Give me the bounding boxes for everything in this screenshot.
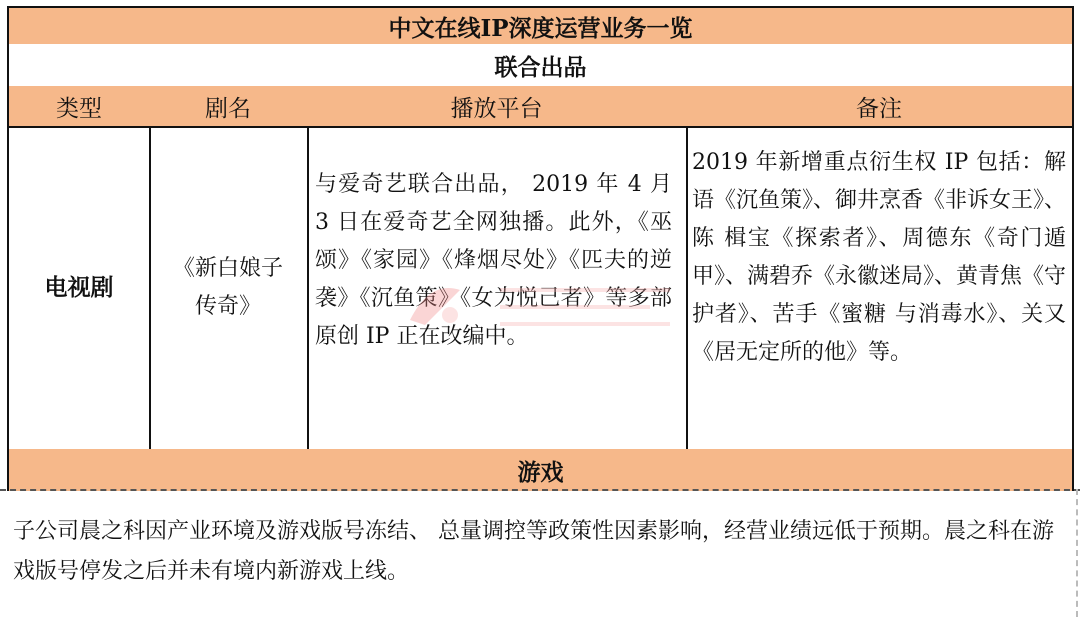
column-header-type: 类型 xyxy=(7,86,151,128)
cell-note: 2019 年新增重点衍生权 IP 包括：解语《沉鱼策》、御井烹香《非诉女王》、陈 楫宝《探索者》、周德东《奇门遁甲》、满碧乔《永徽迷局》、黄青焦《守护者》、苦手《蜜糖 与消毒水》、关又《居无定所的他》等。 xyxy=(686,126,1074,451)
section-title-game: 游戏 xyxy=(7,449,1074,491)
section-title-joint-production: 联合出品 xyxy=(7,44,1074,88)
game-description: 子公司晨之科因产业环境及游戏版号冻结、 总量调控等政策性因素影响，经营业绩远低于预期。晨之科在游戏版号停发之后并未有境内新游戏上线。 xyxy=(13,519,1054,584)
dashed-divider xyxy=(0,489,1080,491)
logo-watermark-icon xyxy=(390,270,690,340)
cell-type: 电视剧 xyxy=(7,126,151,451)
column-header-platform: 播放平台 xyxy=(307,86,688,128)
cell-name: 《新白娘子传奇》 xyxy=(149,126,309,451)
column-header-note: 备注 xyxy=(686,86,1074,128)
table-title: 中文在线IP深度运营业务一览 xyxy=(7,6,1074,46)
cell-platform: 与爱奇艺联合出品， 2019 年 4 月 3 日在爱奇艺全网独播。此外，《巫颂》《家园》《烽烟尽处》《匹夫的逆袭》《沉鱼策》《女为悦己者》等多部原创 IP 正在改编中。 xyxy=(307,126,688,451)
dashed-divider-right xyxy=(1076,489,1078,617)
column-header-name: 剧名 xyxy=(149,86,309,128)
